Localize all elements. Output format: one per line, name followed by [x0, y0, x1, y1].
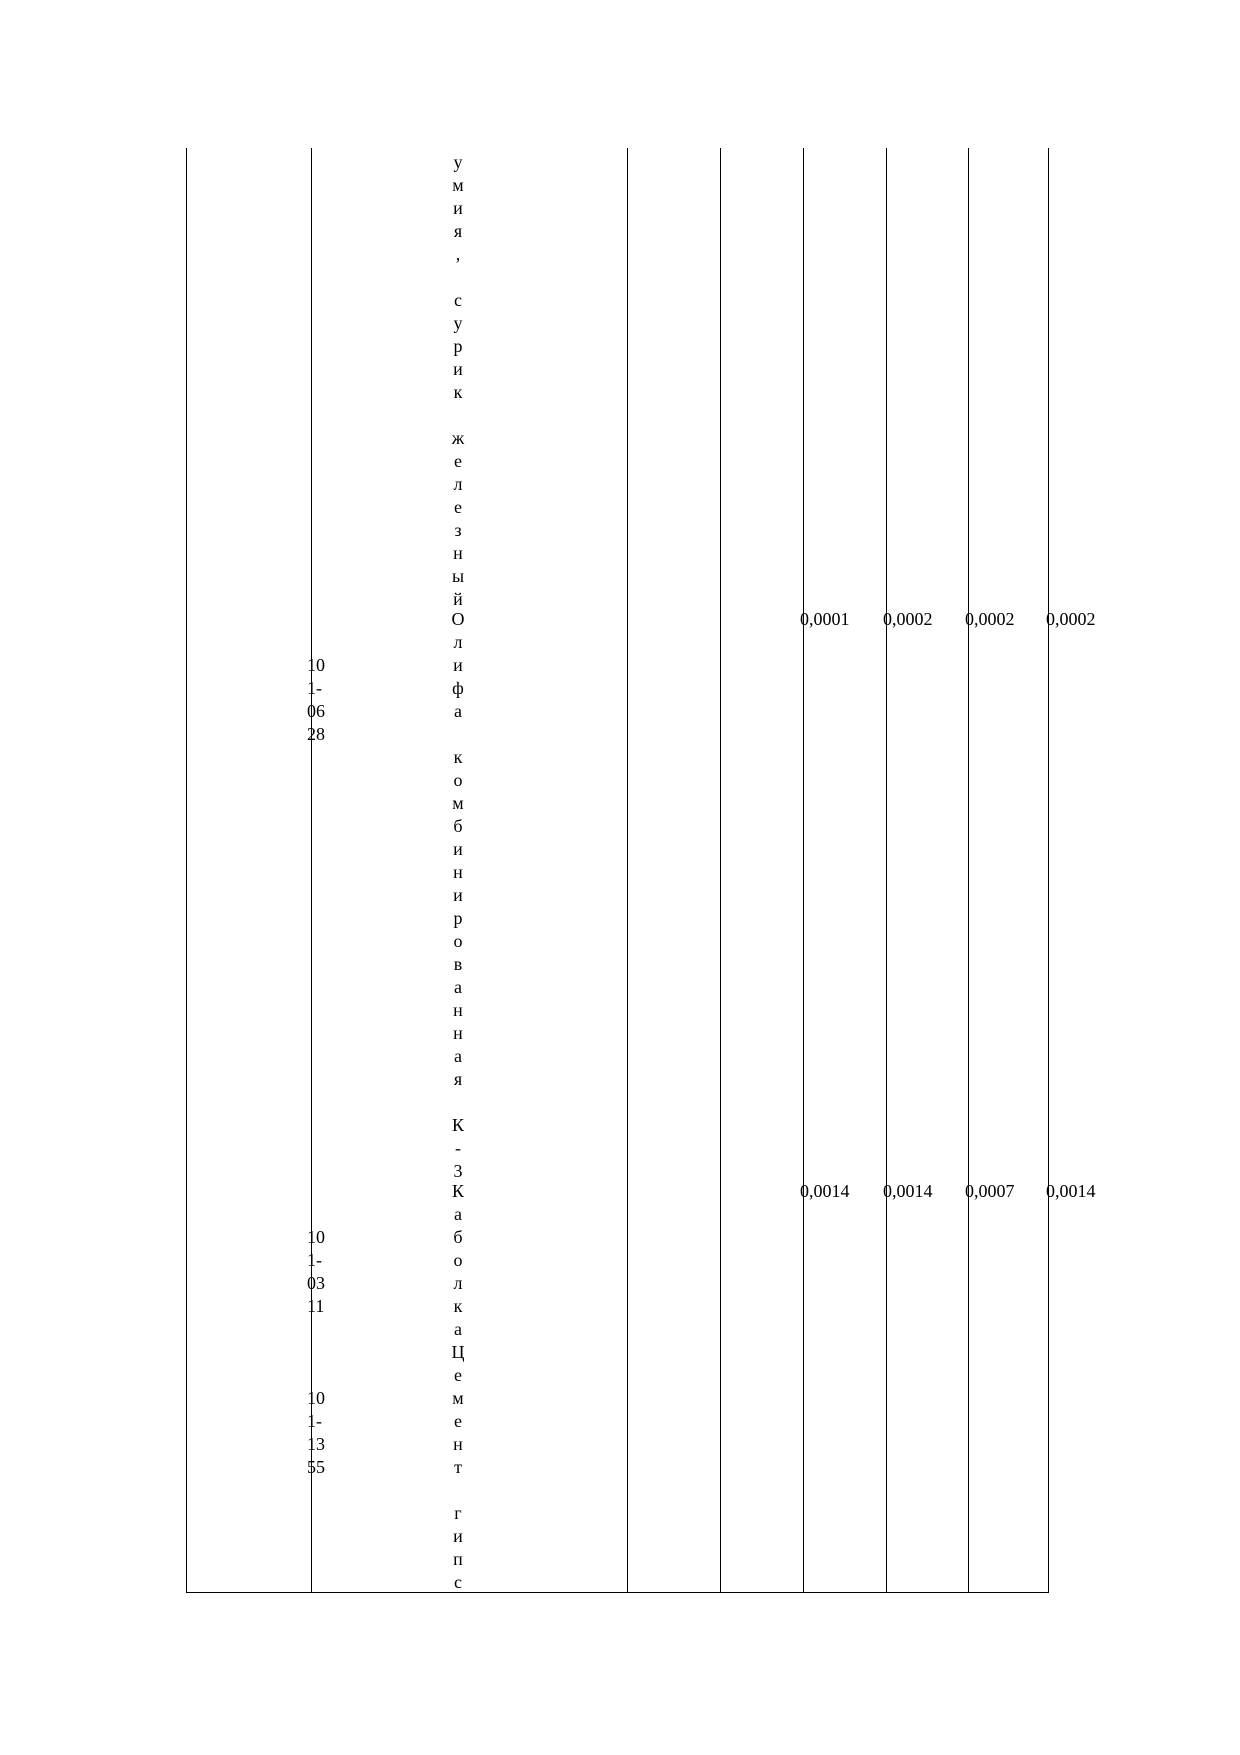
column-divider	[720, 148, 721, 1593]
row-2-value-1: 0,0014	[800, 1181, 850, 1201]
row-2-name: К а б о л к а	[451, 1181, 464, 1339]
row-1-value-1: 0,0001	[800, 609, 850, 629]
row-0-name: у м и я , с у р и к ж е л е з н ы й	[451, 152, 465, 609]
column-divider	[803, 148, 804, 1593]
row-1-value-3: 0,0002	[965, 609, 1015, 629]
column-divider	[968, 148, 969, 1593]
row-2-value-3: 0,0007	[965, 1181, 1015, 1201]
row-1-value-2: 0,0002	[883, 609, 933, 629]
row-1-name: О л и ф а к о м б и н и р о в а н н а я К - 3	[451, 609, 465, 1181]
row-2-value-4: 0,0014	[1046, 1181, 1096, 1201]
row-2-value-2: 0,0014	[883, 1181, 933, 1201]
row-2-code: 10 1- 03 11	[307, 1227, 325, 1316]
table-border-bottom	[186, 1592, 1049, 1593]
row-1-code: 10 1- 06 28	[307, 655, 325, 744]
column-divider	[886, 148, 887, 1593]
table-border-left	[186, 148, 187, 1593]
table-border-right	[1048, 148, 1049, 1593]
row-3-name: Ц е м е н т г и п с	[451, 1342, 465, 1592]
row-3-code: 10 1- 13 55	[307, 1388, 325, 1477]
column-divider	[627, 148, 628, 1593]
row-1-value-4: 0,0002	[1046, 609, 1096, 629]
